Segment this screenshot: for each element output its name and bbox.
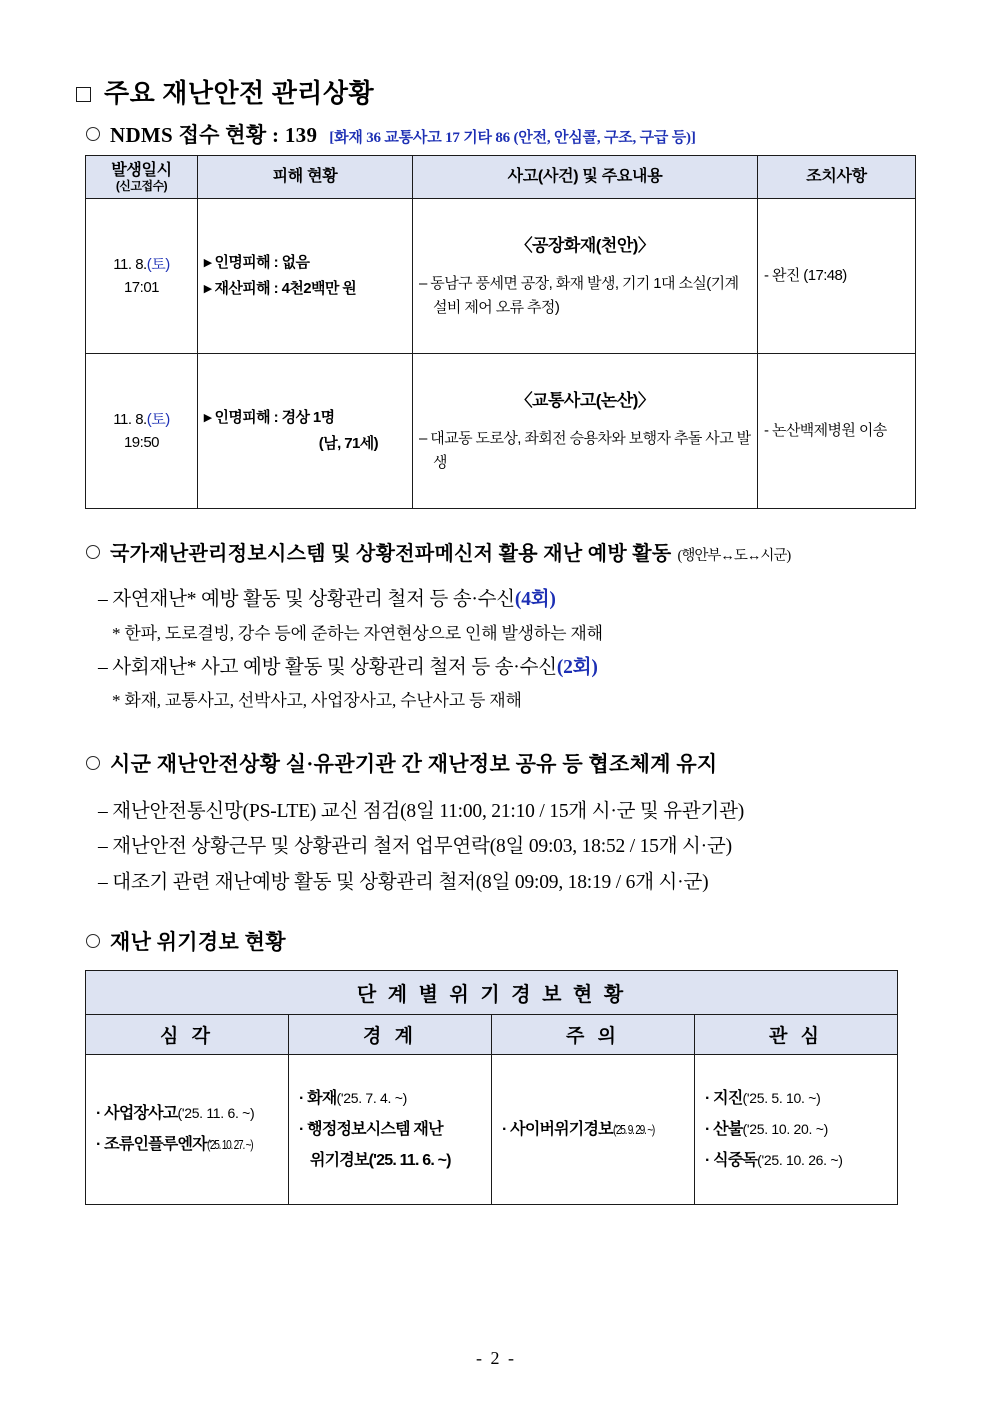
cooperation-line-springtide: – 대조기 관련 재난예방 활동 및 상황관리 철저(8일 09:09, 18:19 / 6개 시·군): [98, 871, 709, 893]
prevention-heading-text: 국가재난관리정보시스템 및 상황전파메신저 활용 재난 예방 활동: [110, 543, 672, 566]
prevention-item-natural: – 자연재난* 예방 활동 및 상황관리 철저 등 송·수신(4회): [98, 589, 556, 611]
circle-bullet-icon: [86, 756, 100, 770]
prevention-heading-note: (행안부↔도↔시군): [677, 548, 791, 565]
alert-cell-severe: [86, 1054, 289, 1204]
alert-content-row: [86, 1054, 898, 1204]
alert-table-title: 단 계 별 위 기 경 보 현 황: [86, 970, 898, 1014]
alert-col-attention: 관 심: [695, 1014, 898, 1054]
ndms-label: NDMS 접수 현황 : 139: [110, 123, 318, 148]
cell-datetime: 11. 8.(토) 17:01: [86, 199, 198, 354]
table-row: [86, 354, 916, 509]
prevention-heading: [86, 537, 920, 566]
crisis-alert-table: [85, 970, 898, 1205]
circle-bullet-icon: [86, 934, 100, 948]
cell-detail: 〈교통사고(논산)〉 – 대교동 도로상, 좌회전 승용차와 보행자 추돌 사고 발생: [413, 354, 758, 509]
col-header-action: 조치사항: [758, 156, 916, 199]
alert-cell-alert: [289, 1054, 492, 1204]
alert-item: · 지진('25. 5. 10. ~): [705, 1089, 821, 1107]
alert-cell-caution: [492, 1054, 695, 1204]
table-row: [86, 199, 916, 354]
circle-bullet-icon: [86, 127, 100, 141]
cell-action: - 논산백제병원 이송: [758, 354, 916, 509]
alert-col-severe: 심 각: [86, 1014, 289, 1054]
square-bullet-icon: [76, 87, 91, 102]
alert-title-row: [86, 970, 898, 1014]
section-title-text: 주요 재난안전 관리상황: [104, 79, 375, 108]
cooperation-line-pslte: – 재난안전통신망(PS-LTE) 교신 점검(8일 11:00, 21:10 / 15개 시·군 및 유관기관): [98, 800, 745, 822]
alert-col-alert: 경 계: [289, 1014, 492, 1054]
circle-bullet-icon: [86, 545, 100, 559]
prevention-item-social: – 사회재난* 사고 예방 활동 및 상황관리 철저 등 송·수신(2회): [98, 656, 598, 678]
ndms-heading: [86, 119, 920, 149]
cell-datetime: 11. 8.(토) 19:50: [86, 354, 198, 509]
section-title: [76, 78, 920, 109]
alert-item: · 화재('25. 7. 4. ~): [299, 1089, 407, 1107]
col-header-detail: 사고(사건) 및 주요내용: [413, 156, 758, 199]
cell-action: - 완진 (17:48): [758, 199, 916, 354]
alert-item: · 사이버위기경보('25. 9. 29. ~): [502, 1120, 654, 1138]
prevention-note-natural: * 한파, 도로결빙, 강수 등에 준하는 자연현상으로 인해 발생하는 재해: [112, 623, 603, 643]
alert-item: · 산불('25. 10. 20. ~): [705, 1120, 828, 1138]
prevention-note-social: * 화재, 교통사고, 선박사고, 사업장사고, 수난사고 등 재해: [112, 691, 522, 711]
cooperation-heading: [86, 748, 920, 778]
alert-col-caution: 주 의: [492, 1014, 695, 1054]
cell-damage: ▸ 인명피해 : 없음 ▸ 재산피해 : 4천2백만 원: [198, 199, 413, 354]
page-footer: - 2 -: [476, 1348, 516, 1368]
alert-column-row: [86, 1014, 898, 1054]
table-header-row: [86, 156, 916, 199]
alert-heading-text: 재난 위기경보 현황: [110, 929, 286, 954]
alert-cell-attention: [695, 1054, 898, 1204]
col-header-damage: 피해 현황: [198, 156, 413, 199]
alert-item: · 조류인플루엔자('25. 10. 27. ~): [96, 1136, 253, 1154]
alert-heading: [86, 926, 920, 956]
ndms-breakdown: [화재 36 교통사고 17 기타 86 (안전, 안심콜, 구조, 구급 등)]: [329, 130, 696, 147]
col-header-datetime: 발생일시 (신고접수): [86, 156, 198, 199]
alert-item: · 행정정보시스템 재난 위기경보('25. 11. 6. ~): [299, 1120, 451, 1170]
cooperation-line-duty: – 재난안전 상황근무 및 상황관리 철저 업무연락(8일 09:03, 18:52 / 15개 시·군): [98, 836, 732, 858]
alert-item: · 사업장사고('25. 11. 6. ~): [96, 1105, 255, 1123]
cell-detail: 〈공장화재(천안)〉 – 동남구 풍세면 공장, 화재 발생, 기기 1대 소실(기계 설비 제어 오류 추정): [413, 199, 758, 354]
alert-item: · 식중독('25. 10. 26. ~): [705, 1152, 843, 1170]
cell-damage: ▸ 인명피해 : 경상 1명 (남, 71세): [198, 354, 413, 509]
incident-table: [85, 155, 916, 509]
cooperation-heading-text: 시군 재난안전상황 실·유관기관 간 재난정보 공유 등 협조체계 유지: [110, 751, 718, 776]
